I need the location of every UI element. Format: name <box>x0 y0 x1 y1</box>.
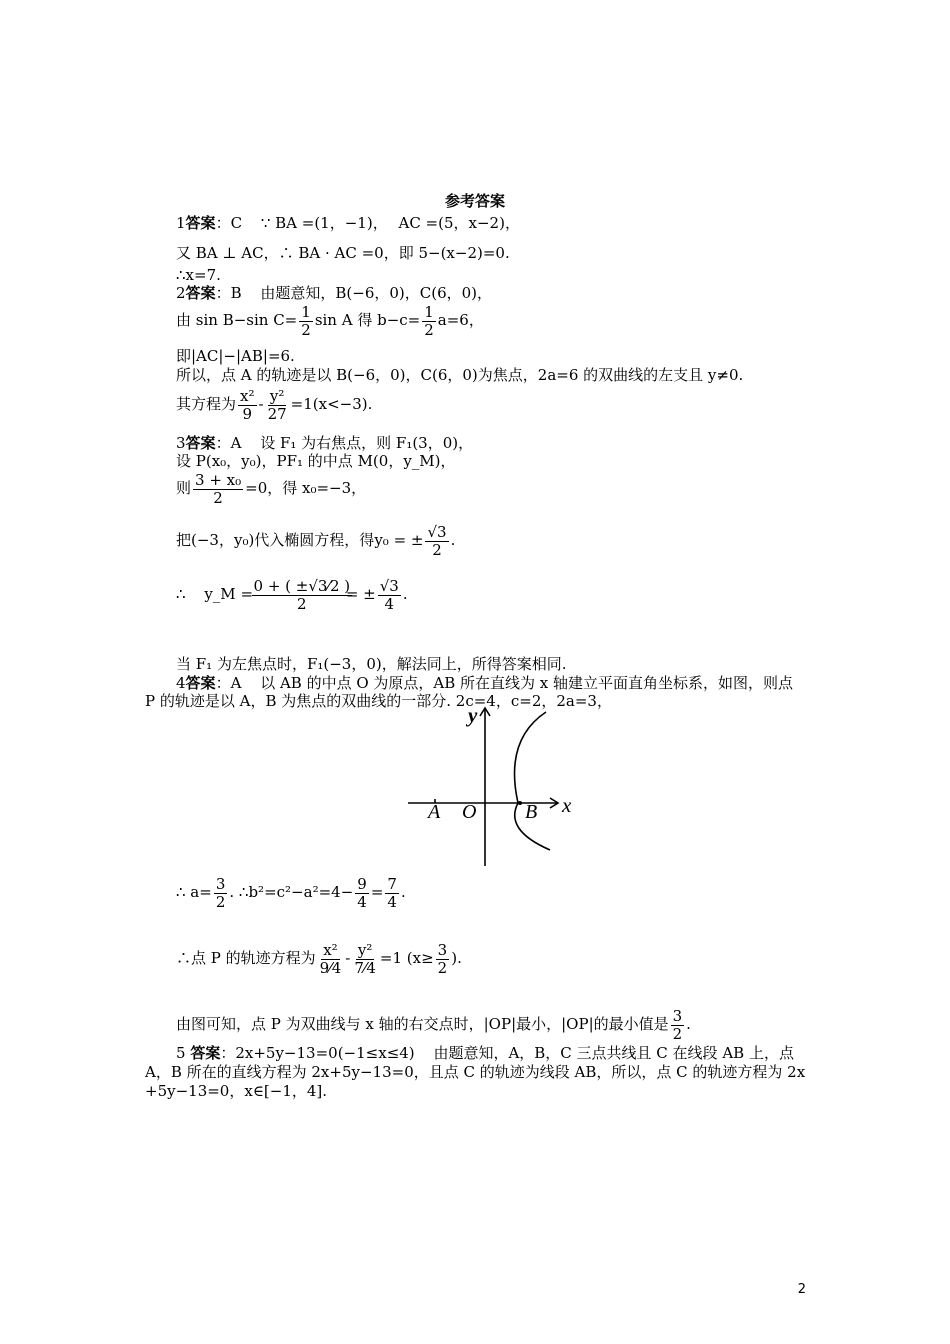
page-title: 参考答案 <box>444 192 505 210</box>
q4-fraction-x2: $\frac{\text{x²}}{9⁄4}$ <box>319 941 342 977</box>
q4-text: 由图可知，点 P 为双曲线与 x 轴的右交点时，|OP|最小，|OP|的最小值是 <box>176 1015 669 1033</box>
q4-fraction-9-4: $\frac{9}{4}$ <box>357 875 367 911</box>
q2-number: 2 <box>176 284 186 302</box>
q5-text: 由题意知，A，B，C 三点共线且 C 在线段 AB 上，点 <box>433 1044 794 1062</box>
x-axis-label: x <box>562 793 572 817</box>
q3-line-4: 把(−3，y₀)代入椭圆方程，得y₀ = ± $\frac{√3}{2}$ . <box>176 523 456 559</box>
y-axis-label: y <box>468 703 478 727</box>
q4-fraction-3-2: $\frac{3}{2}$ <box>437 941 448 977</box>
q2-text: =1(x<−3). <box>290 395 373 413</box>
q5-number: 5 <box>176 1044 186 1062</box>
q5-answer: ：2x+5y−13=0(−1≤x≤4) <box>220 1044 415 1062</box>
q3-line-6: 当 F₁ 为左焦点时，F₁(−3，0)，解法同上，所得答案相同. <box>176 655 567 673</box>
q2-answer-label: 答案 <box>185 284 216 302</box>
q3-text: = ± <box>345 585 376 603</box>
q3-line-3 <box>176 472 366 506</box>
q4-line-2: P 的轨迹是以 A，B 为焦点的双曲线的一部分. 2c=4，c=2，2a=3， <box>145 692 612 710</box>
q3-number: 3 <box>176 434 186 452</box>
q4-text: =1 (x≥ <box>379 949 434 967</box>
q3-line-2: 设 P(x₀，y₀)，PF₁ 的中点 M(0，y_M)， <box>176 452 456 470</box>
q4-text: ∴点 P 的轨迹方程为 <box>176 949 316 967</box>
q2-text: 由题意知，B(−6，0)，C(6，0)， <box>260 284 493 302</box>
q3-text: 则 <box>176 479 192 497</box>
q2-fraction-half: $\frac{1}{2}$ <box>424 303 434 339</box>
q2-fraction-x2-9: $\frac{\text{x²}}{9}$ <box>240 387 255 423</box>
q3-text: 把(−3，y₀)代入椭圆方程，得 <box>176 531 375 549</box>
q4-fraction-3-2: $\frac{3}{2}$ <box>672 1007 683 1043</box>
q4-minus: - <box>345 949 351 967</box>
q4-line-3: ∴ a= $\frac{3}{2}$ . ∴b²=c²−a²=4− $\frac{9}{4}$ = $\frac{7}{4}$ . <box>176 875 406 911</box>
q2-fraction-y2-27: $\frac{\text{y²}}{27}$ <box>267 387 287 423</box>
q2-line-1 <box>176 284 492 302</box>
point-b-label: B <box>525 801 538 823</box>
q3-fraction-root3-2: $\frac{√3}{2}$ <box>427 523 447 559</box>
q5-answer-label: 答案 <box>190 1044 221 1062</box>
point-b-dot <box>518 801 522 805</box>
q4-text: 以 AB 的中点 O 为原点，AB 所在直线为 x 轴建立平面直角坐标系，如图，则点 <box>260 674 794 692</box>
q1-number: 1 <box>176 214 186 232</box>
q3-fraction-ym: $\frac{0 + ( \pm√3⁄2 )}{2}$ <box>253 577 351 613</box>
q2-line-3: 即|AC|−|AB|=6. <box>176 347 295 365</box>
q4-line-1 <box>176 674 793 692</box>
q4-answer-label: 答案 <box>185 674 216 692</box>
q2-line-2 <box>176 304 484 338</box>
q5-line-3: +5y−13=0，x∈[−1，4]. <box>145 1082 328 1100</box>
q3-text: 设 F₁ 为右焦点，则 F₁(3，0)， <box>260 434 474 452</box>
q3-line-1 <box>176 434 473 452</box>
q3-text: =0，得 x₀=−3， <box>245 479 367 497</box>
q2-text: 其方程为 <box>176 395 237 413</box>
q1-line-1 <box>176 214 520 232</box>
q2-text: a=6， <box>437 311 484 329</box>
q1-vector-ba: ∵ BA =(1，−1)， <box>260 214 388 232</box>
q2-line-5 <box>176 388 372 422</box>
q3-answer: ：A <box>215 434 242 452</box>
q5-line-2: A，B 所在的直线方程为 2x+5y−13=0，且点 C 的轨迹为线段 AB，所以，点 C 的轨迹方程为 2x <box>145 1063 806 1081</box>
q1-line-2: 又 BA ⊥ AC，∴ BA · AC =0，即 5−(x−2)=0. <box>176 244 510 262</box>
q3-equals: = <box>240 585 254 603</box>
q4-fraction-y2: $\frac{\text{y²}}{7⁄4}$ <box>354 941 376 977</box>
hyperbola-branch <box>515 712 551 850</box>
q4-number: 4 <box>176 674 186 692</box>
origin-label: O <box>462 801 477 823</box>
q4-fraction-3-2: $\frac{3}{2}$ <box>215 875 226 911</box>
q3-line-5: ∴ y_M = $\frac{0 + ( \pm√3⁄2 )}{2}$ = ± $\frac{√3}{4}$ . <box>176 577 408 613</box>
q1-vector-ac: AC =(5，x−2)， <box>398 214 520 232</box>
q4-text: . ∴b²=c²−a²=4− <box>229 883 354 901</box>
q3-fraction-root3-4: $\frac{√3}{4}$ <box>379 577 399 613</box>
q3-answer-label: 答案 <box>185 434 216 452</box>
q4-fraction-7-4: $\frac{7}{4}$ <box>387 875 397 911</box>
q3-therefore: ∴ <box>176 585 186 603</box>
q5-line-1 <box>176 1044 794 1062</box>
q1-line-3: ∴x=7. <box>176 266 221 284</box>
q4-line-5: 由图可知，点 P 为双曲线与 x 轴的右交点时，|OP|最小，|OP|的最小值是 $\frac{3}{2}$ . <box>176 1007 691 1043</box>
q2-text: sin A 得 b−c= <box>314 311 421 329</box>
q4-answer: ：A <box>215 674 242 692</box>
hyperbola-figure <box>400 700 590 870</box>
q3-ym: y_M <box>204 585 236 603</box>
q3-y0: y₀ = ± <box>374 531 424 549</box>
q4-line-4: ∴点 P 的轨迹方程为 $\frac{\text{x²}}{9⁄4}$ - $\frac{\text{y²}}{7⁄4}$ =1 (x≥ $\frac{3}{2}$ ). <box>176 941 462 977</box>
page-number: 2 <box>797 1282 806 1297</box>
q2-minus: - <box>258 395 264 413</box>
q2-text: 由 sin B−sin C= <box>176 311 298 329</box>
q4-text: ∴ a= <box>176 883 212 901</box>
q1-answer: ：C <box>215 214 243 232</box>
q3-fraction: $\frac{\text{3 + x₀}}{2}$ <box>195 471 242 507</box>
q2-line-4: 所以，点 A 的轨迹是以 B(−6，0)，C(6，0)为焦点，2a=6 的双曲线的左支且 y≠0. <box>176 366 744 384</box>
q2-fraction-half: $\frac{1}{2}$ <box>301 303 311 339</box>
point-a-label: A <box>428 801 441 823</box>
q1-answer-label: 答案 <box>185 214 216 232</box>
q2-answer: ：B <box>215 284 242 302</box>
